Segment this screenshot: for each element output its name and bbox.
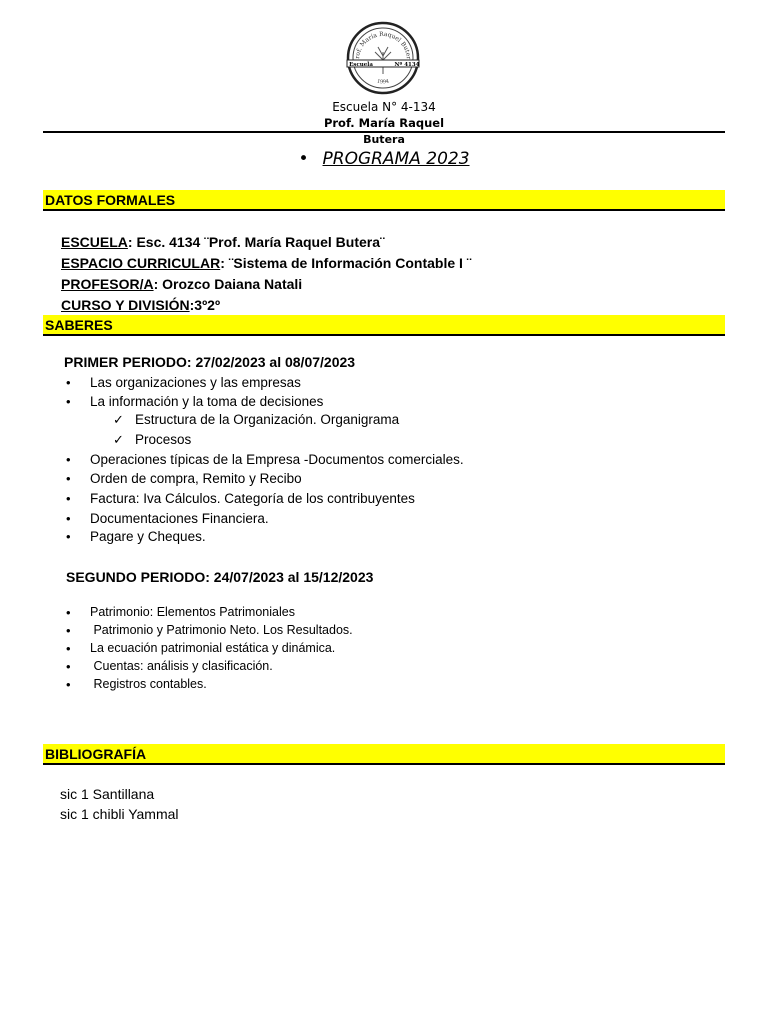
bullet-icon: • [66,659,71,674]
section-heading-saberes: SABERES [43,315,725,336]
school-seal-logo [345,20,421,96]
datos-value: : Esc. 4134 ¨Prof. María Raquel Butera¨ [127,234,385,250]
bibliography-item: sic 1 chibli Yammal [60,806,179,822]
list-item: • La ecuación patrimonial estática y dinámica. [66,641,336,656]
datos-row-escuela [61,234,385,250]
school-name-line1: Prof. María Raquel [323,116,445,130]
bullet-icon: • [66,605,71,620]
list-item: • Factura: Iva Cálculos. Categoría de los contribuyentes [66,491,415,506]
list-item: • Pagare y Cheques. [66,529,206,544]
section-heading-datos-formales: DATOS FORMALES [43,190,725,211]
list-item: • Orden de compra, Remito y Recibo [66,471,302,486]
datos-row-curso [61,297,220,313]
datos-label: PROFESOR/A [61,276,154,292]
svg-text:Prof. María Raquel Butera: rof. María Raquel Buter [354,30,413,60]
bullet-icon: • [66,677,71,692]
program-title-text: PROGRAMA 2023 [322,149,470,169]
checkmark-icon: ✓ [113,432,124,447]
school-name-line2: Butera [363,133,405,146]
school-number: Escuela N° 4-134 [332,100,436,114]
list-item: • Las organizaciones y las empresas [66,375,301,390]
list-item: • La información y la toma de decisiones [66,394,324,409]
bullet-icon: • [66,491,71,506]
list-item: • Patrimonio y Patrimonio Neto. Los Resultados. [66,623,353,638]
checkmark-icon: ✓ [113,412,124,427]
bullet-icon: • [66,394,71,409]
bullet-icon: • [66,471,71,486]
svg-text:Escuela: Escuela [349,62,373,68]
datos-label: CURSO Y DIVISIÓN [61,297,190,313]
sub-list-item: ✓ Procesos [113,432,192,447]
first-period-title: PRIMER PERIODO: 27/02/2023 al 08/07/2023 [64,354,356,370]
bullet-icon: • [66,511,71,526]
second-period-title: SEGUNDO PERIODO: 24/07/2023 al 15/12/2023 [66,569,374,585]
list-item: • Operaciones típicas de la Empresa -Documentos comerciales. [66,452,464,467]
list-item: • Documentaciones Financiera. [66,511,269,526]
bullet-icon: • [66,641,71,656]
bullet-icon: • [66,452,71,467]
datos-row-profesor [61,276,302,292]
datos-row-espacio-curricular [61,255,471,271]
datos-value: : Orozco Daiana Natali [153,276,303,292]
bullet-icon: • [66,375,71,390]
datos-value: :3º2º [189,297,221,313]
bullet-icon: • [66,529,71,544]
bibliography-item: sic 1 Santillana [60,786,155,802]
list-item: • Cuentas: análisis y clasificación. [66,659,273,674]
sub-list-item: ✓ Estructura de la Organización. Organigrama [113,412,400,427]
datos-value: : ¨Sistema de Información Contable I ¨ [220,255,472,271]
section-heading-bibliografia: BIBLIOGRAFÍA [43,744,725,765]
list-item: • Patrimonio: Elementos Patrimoniales [66,605,295,620]
program-title [0,149,768,169]
bullet-icon: • [298,149,309,169]
datos-label: ESPACIO CURRICULAR [61,255,221,271]
svg-text:Nº 4134: Nº 4134 [394,62,420,68]
bullet-icon: • [66,623,71,638]
svg-text:1994: 1994 [376,78,390,86]
datos-label: ESCUELA [61,234,128,250]
list-item: • Registros contables. [66,677,207,692]
